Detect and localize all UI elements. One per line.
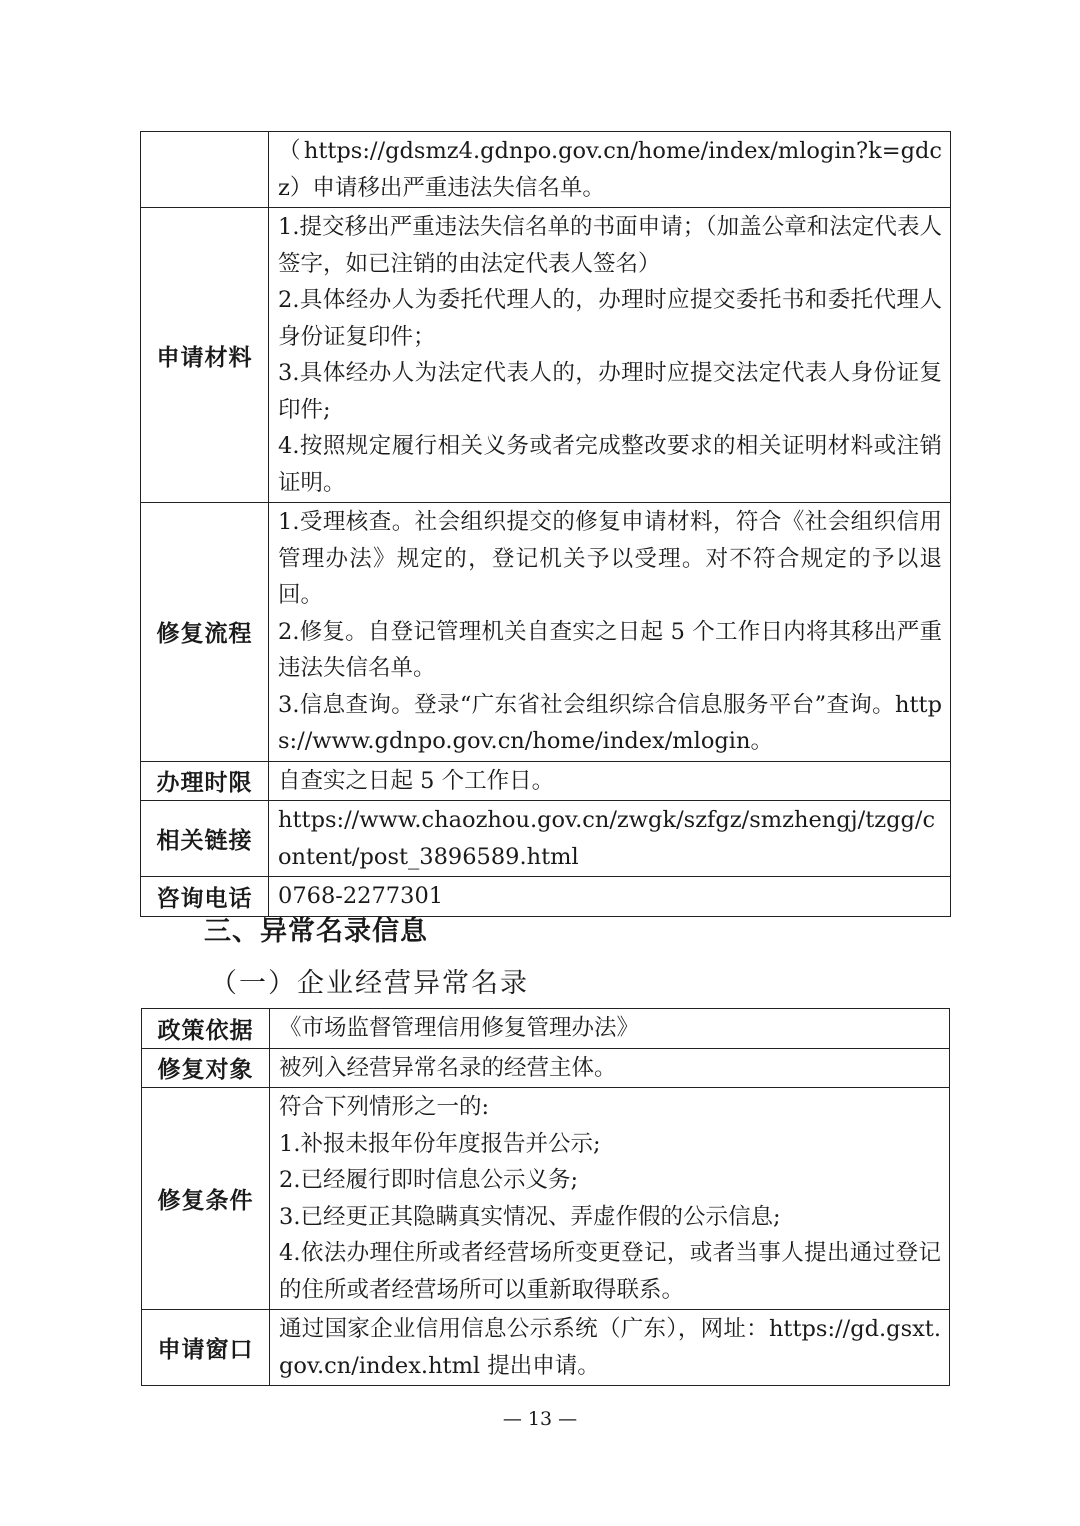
table-row: [141, 877, 951, 917]
materials-item: 4.按照规定履行相关义务或者完成整改要求的相关证明材料或注销证明。: [278, 433, 942, 496]
phone-value: 0768-2277301: [269, 877, 951, 917]
table-row: [141, 801, 951, 877]
conditions-item: 1.补报未报年份年度报告并公示;: [279, 1130, 601, 1157]
time-limit-label: 办理时限: [141, 761, 269, 801]
materials-item: 1.提交移出严重违法失信名单的书面申请；（加盖公章和法定代表人签字，如已注销的由法定代表人签名）: [278, 214, 942, 277]
materials-item: 3.具体经办人为法定代表人的，办理时应提交法定代表人身份证复印件;: [278, 360, 942, 423]
table-row: [142, 1088, 950, 1310]
table-row: [142, 1310, 950, 1386]
table-row: [141, 761, 951, 801]
policy-basis-value: 《市场监督管理信用修复管理办法》: [270, 1009, 950, 1049]
materials-value: [269, 208, 951, 503]
repair-conditions-value: [270, 1088, 950, 1310]
materials-item: 2.具体经办人为委托代理人的，办理时应提交委托书和委托代理人身份证复印件；: [278, 287, 942, 350]
section-heading: 三、异常名录信息: [204, 916, 428, 947]
conditions-item: 符合下列情形之一的:: [279, 1094, 490, 1120]
phone-label: 咨询电话: [141, 877, 269, 917]
table-row: [141, 503, 951, 762]
page-number: — 13 —: [502, 1408, 578, 1430]
table-row: [141, 132, 951, 208]
application-window-value: 通过国家企业信用信息公示系统（广东），网址：https://gd.gsxt.gov.cn/index.html 提出申请。: [270, 1310, 950, 1386]
table-row: [142, 1048, 950, 1088]
process-item: 2.修复。自登记管理机关自查实之日起 5 个工作日内将其移出严重违法失信名单。: [278, 618, 942, 681]
conditions-item: 2.已经履行即时信息公示义务;: [279, 1167, 579, 1193]
sub-heading: （一）企业经营异常名录: [210, 968, 529, 999]
repair-target-label: 修复对象: [142, 1048, 270, 1088]
policy-basis-label: 政策依据: [142, 1009, 270, 1049]
conditions-item: 4.依法办理住所或者经营场所变更登记，或者当事人提出通过登记的住所或者经营场所可以重新取得联系。: [279, 1240, 941, 1303]
application-window-label: 申请窗口: [142, 1310, 270, 1386]
process-value: [269, 503, 951, 762]
related-links-label: 相关链接: [141, 801, 269, 877]
credit-repair-table-social-org: [140, 131, 951, 917]
application-window-continuation: （https://gdsmz4.gdnpo.gov.cn/home/index/mlogin?k=gdcz）申请移出严重违法失信名单。: [269, 132, 951, 208]
table-row: [141, 208, 951, 503]
conditions-item: 3.已经更正其隐瞒真实情况、弄虚作假的公示信息;: [279, 1203, 781, 1230]
process-item: 3.信息查询。登录“广东省社会组织综合信息服务平台”查询。https://www.gdnpo.gov.cn/home/index/mlogin。: [278, 691, 942, 754]
process-label: 修复流程: [141, 503, 269, 762]
time-limit-value: 自查实之日起 5 个工作日。: [269, 761, 951, 801]
materials-label: 申请材料: [141, 208, 269, 503]
process-item: 1.受理核查。社会组织提交的修复申请材料，符合《社会组织信用管理办法》规定的，登记机关予以受理。对不符合规定的予以退回。: [278, 509, 942, 608]
credit-repair-table-abnormal-list: [141, 1008, 950, 1386]
repair-target-value: 被列入经营异常名录的经营主体。: [270, 1048, 950, 1088]
empty-label-cell: [141, 132, 269, 208]
repair-conditions-label: 修复条件: [142, 1088, 270, 1310]
table-row: [142, 1009, 950, 1049]
related-links-value: https://www.chaozhou.gov.cn/zwgk/szfgz/smzhengj/tzgg/content/post_3896589.html: [269, 801, 951, 877]
